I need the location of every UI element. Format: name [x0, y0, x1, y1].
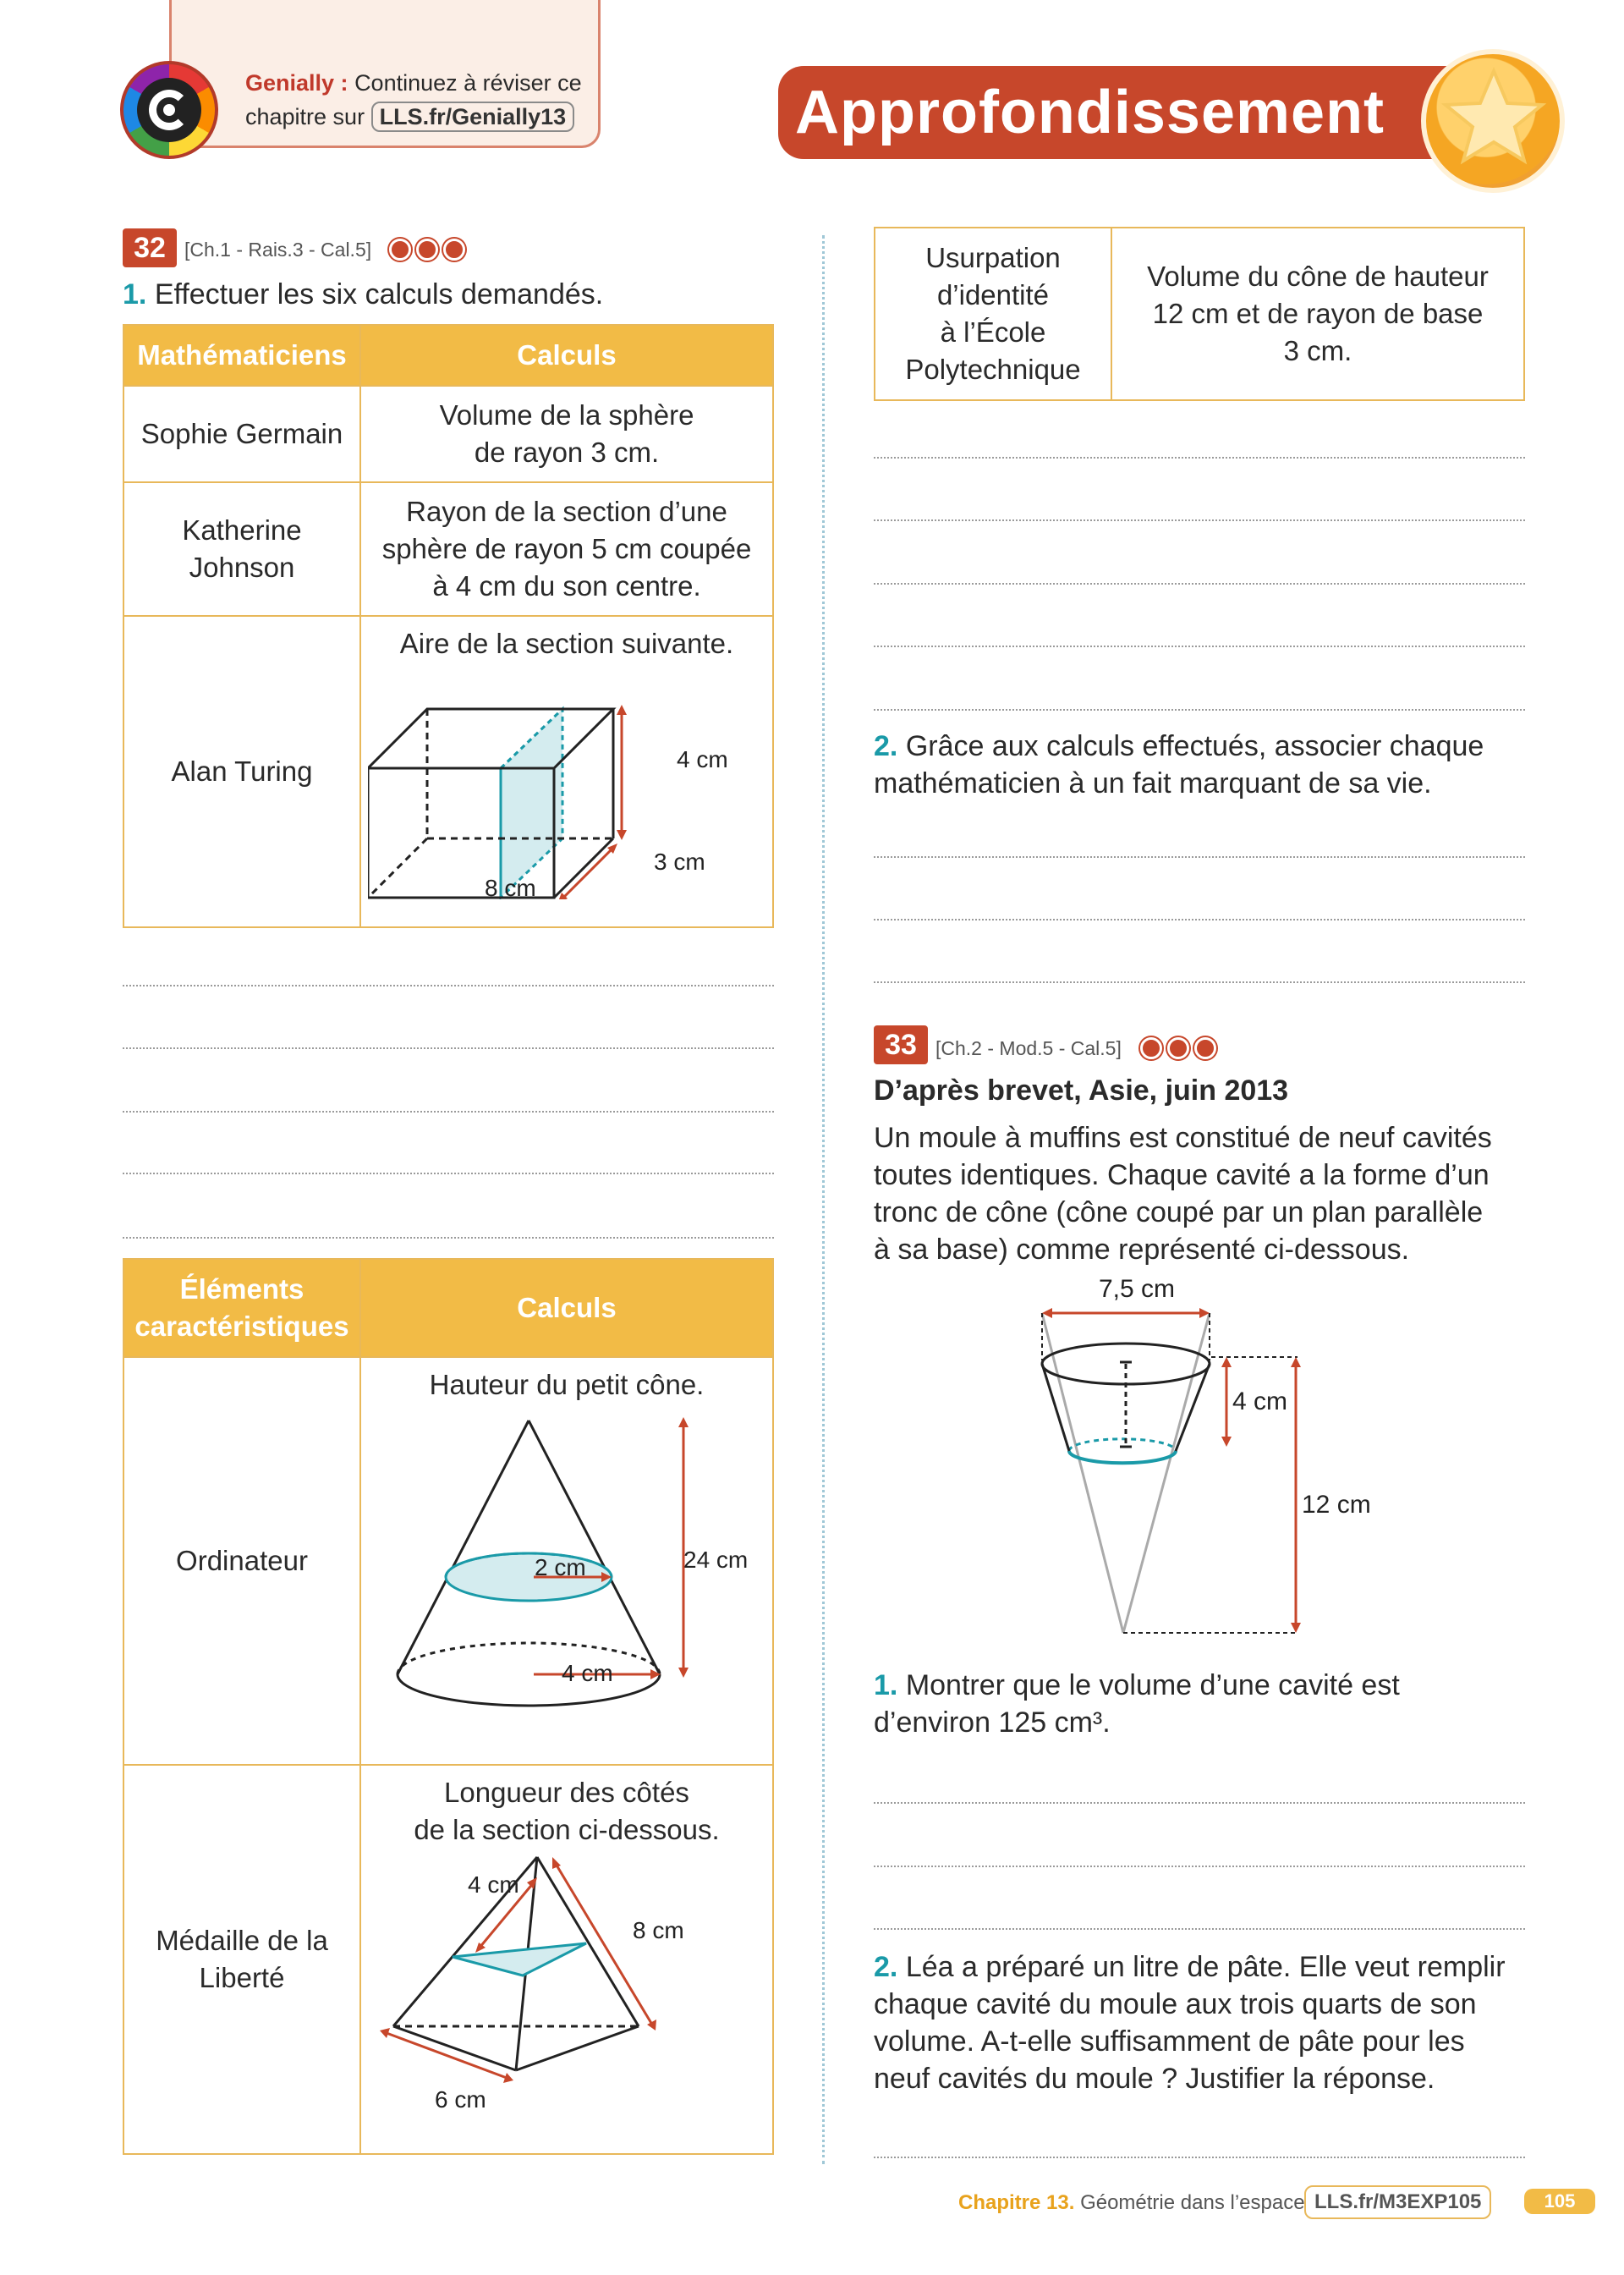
answer-line — [874, 981, 1525, 983]
answer-line — [874, 583, 1525, 585]
dim-label-3cm: 3 cm — [654, 849, 705, 875]
answer-line — [123, 1173, 774, 1174]
box-section-figure — [368, 662, 765, 899]
dim-label-4cm-muffin: 4 cm — [1232, 1388, 1288, 1415]
calc-medaille-liberte: Longueur des côtés de la section ci-dessous. — [360, 1765, 773, 2154]
exercise-33-tags: [Ch.2 - Mod.5 - Cal.5] — [935, 1037, 1122, 1059]
answer-line — [874, 1928, 1525, 1930]
answer-line — [874, 709, 1525, 711]
genially-logo-icon — [120, 61, 218, 159]
answer-line — [874, 519, 1525, 521]
dim-label-4cm-pyr: 4 cm — [468, 1871, 519, 1898]
exercise-33-number: 33 — [874, 1025, 928, 1064]
star-badge-icon — [1421, 49, 1565, 193]
name-medaille-liberte: Médaille de la Liberté — [123, 1765, 360, 2154]
answer-line — [874, 2157, 1525, 2158]
name-usurpation: Usurpation d’identité à l’École Polytechnique — [875, 228, 1111, 400]
ex32-question-1: 1. Effectuer les six calculs demandés. — [123, 278, 604, 310]
name-alan-turing: Alan Turing — [123, 616, 360, 927]
dim-label-12cm: 12 cm — [1302, 1491, 1371, 1519]
calc-sophie-germain: Volume de la sphère de rayon 3 cm. — [360, 386, 773, 482]
answer-line — [123, 1237, 774, 1239]
answer-line — [874, 1866, 1525, 1867]
dim-label-4cm-base: 4 cm — [562, 1660, 613, 1686]
muffin-cavity-figure — [1032, 1269, 1370, 1650]
exercise-32-tags: [Ch.1 - Rais.3 - Cal.5] — [184, 239, 372, 261]
answer-line — [123, 1111, 774, 1113]
page-title: Approfondissement — [795, 79, 1385, 146]
ex33-question-2: 2. Léa a préparé un litre de pâte. Elle veut remplir chaque cavité du moule aux trois quarts de son volume. A-t-elle suffisamment de pâte pour les neuf cavités du moule ? Justifier la réponse. — [874, 1951, 1506, 2095]
calc-alan-turing: Aire de la section suivante. — [360, 616, 773, 927]
answer-line — [874, 646, 1525, 647]
dim-label-8cm-pyr: 8 cm — [633, 1917, 684, 1943]
genially-brand: Genially : — [245, 70, 348, 96]
answer-line — [123, 1047, 774, 1049]
col-header-calculs: Calculs — [360, 325, 773, 386]
col-header-mathematicians: Mathématiciens — [123, 325, 360, 386]
calc-katherine-johnson: Rayon de la section d’une sphère de rayon 5 cm coupée à 4 cm du son centre. — [360, 482, 773, 616]
name-sophie-germain: Sophie Germain — [123, 386, 360, 482]
table-usurpation — [874, 227, 1525, 401]
difficulty-dots-33 — [1140, 1037, 1221, 1059]
genially-link[interactable]: LLS.fr/Genially13 — [371, 102, 575, 132]
ex33-subtitle: D’après brevet, Asie, juin 2013 — [874, 1074, 1289, 1107]
answer-line — [874, 919, 1525, 920]
table-mathematicians — [123, 324, 774, 928]
column-divider — [822, 235, 825, 2164]
dim-label-2cm: 2 cm — [535, 1554, 586, 1580]
dim-label-6cm-pyr: 6 cm — [435, 2086, 486, 2113]
answer-line — [874, 457, 1525, 459]
table-elements — [123, 1258, 774, 2155]
ex33-intro: Un moule à muffins est constitué de neuf cavités toutes identiques. Chaque cavité a la forme d’un tronc de cône (cône coupé par un plan parallèle à sa base) comme représenté ci-dessous. — [874, 1122, 1492, 1266]
footer-link[interactable]: LLS.fr/M3EXP105 — [1304, 2185, 1491, 2219]
genially-text: Genially : Continuez à réviser ce chapitre sur LLS.fr/Genially13 — [245, 66, 582, 134]
col-header-calculs-2: Calculs — [360, 1259, 773, 1357]
dim-label-8cm: 8 cm — [485, 875, 536, 901]
calc-ordinateur: Hauteur du petit cône. — [360, 1357, 773, 1765]
difficulty-dots — [389, 239, 470, 261]
calc-usurpation: Volume du cône de hauteur 12 cm et de rayon de base 3 cm. — [1111, 228, 1524, 400]
pyramid-figure — [368, 1849, 765, 2136]
ex33-question-1: 1. Montrer que le volume d’une cavité est d’environ 125 cm³. — [874, 1669, 1400, 1739]
exercise-32-number: 32 — [123, 228, 177, 267]
footer-chapter: Chapitre 13. Géométrie dans l’espace — [958, 2191, 1305, 2214]
name-katherine-johnson: Katherine Johnson — [123, 482, 360, 616]
answer-line — [874, 856, 1525, 858]
dim-label-4cm: 4 cm — [677, 746, 728, 772]
name-ordinateur: Ordinateur — [123, 1357, 360, 1765]
dim-label-24cm: 24 cm — [683, 1547, 749, 1573]
dim-label-7-5cm: 7,5 cm — [1099, 1275, 1176, 1303]
page-number: 105 — [1524, 2189, 1595, 2214]
ex32-question-2: 2. Grâce aux calculs effectués, associer chaque mathématicien à un fait marquant de sa vie. — [874, 730, 1484, 800]
answer-line — [123, 985, 774, 986]
answer-line — [874, 1802, 1525, 1804]
col-header-elements: Éléments caractéristiques — [123, 1259, 360, 1357]
